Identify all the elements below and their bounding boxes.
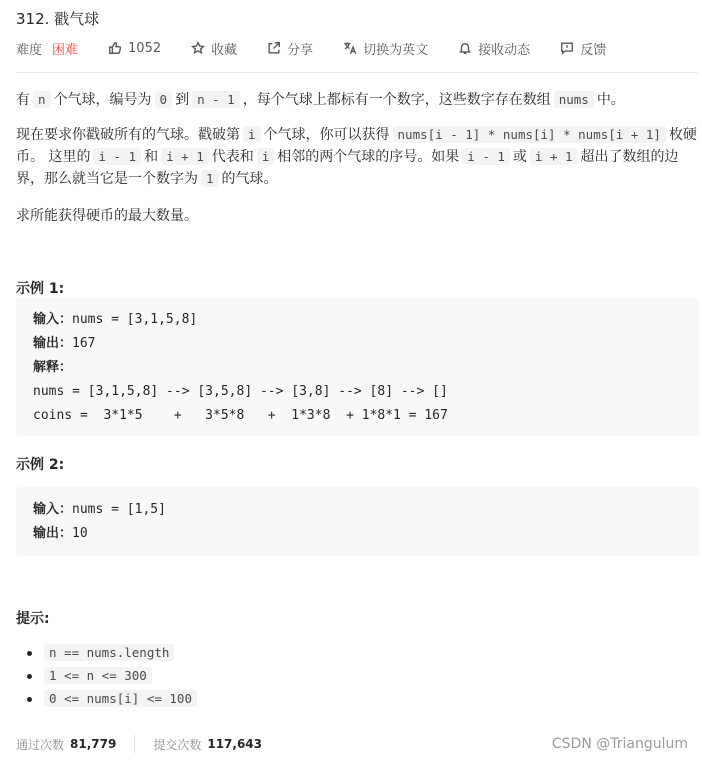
explain-line: coins = 3*1*5 + 3*5*8 + 1*3*8 + 1*8*1 = 167 (33, 408, 448, 423)
inline-code: n - 1 (192, 91, 240, 108)
bell-icon (458, 41, 472, 55)
text-segment: 到 (175, 92, 190, 108)
example-output: 167 (72, 336, 96, 351)
submitted-label: 提交次数 (153, 737, 202, 752)
passed-label: 通过次数 (16, 737, 65, 752)
explain-label: 解释： (33, 360, 73, 375)
text-segment: 代表和 (211, 149, 254, 165)
list-item (44, 688, 200, 711)
tips-heading: 提示: (16, 611, 50, 627)
list-item (44, 665, 200, 688)
share-label: 分享 (287, 42, 314, 58)
description-paragraph-3: 求所能获得硬币的最大数量。 (16, 208, 198, 224)
inline-code: 1 <= n <= 300 (44, 667, 152, 684)
input-label: 输入： (33, 312, 73, 327)
text-segment: 个气球，编号为 (53, 92, 152, 108)
inline-code: nums (554, 91, 594, 108)
difficulty-badge: 困难 (52, 42, 79, 58)
translate-icon (343, 41, 357, 55)
inline-code: nums[i - 1] * nums[i] * nums[i + 1] (393, 126, 666, 143)
difficulty-label: 难度 (16, 42, 43, 58)
thumbs-up-icon (108, 41, 122, 55)
description-paragraph-1 (16, 89, 700, 111)
list-item (44, 642, 200, 665)
text-segment: 枚硬币。 这里的 (16, 127, 697, 165)
problem-title: 312. 戳气球 (16, 10, 100, 28)
example-input: nums = [3,1,5,8] (72, 312, 198, 327)
header-divider (16, 72, 698, 73)
output-label: 输出： (33, 336, 73, 351)
text-segment: 中。 (596, 92, 625, 108)
example-1-heading: 示例 1: (16, 281, 65, 297)
switch-language-label: 切换为英文 (363, 42, 429, 58)
text-segment: 和 (144, 149, 159, 165)
feedback-icon (560, 41, 574, 55)
star-icon (191, 41, 205, 55)
inline-code: i (257, 148, 275, 165)
submission-stats (16, 735, 262, 753)
share-icon (267, 41, 281, 55)
inline-code: n == nums.length (44, 644, 174, 661)
example-output: 10 (72, 526, 88, 541)
passed-count: 81,779 (70, 737, 117, 751)
submitted-count: 117,643 (207, 737, 262, 751)
example-2-block (16, 487, 699, 556)
stats-divider (134, 735, 135, 753)
inline-code: 1 (201, 170, 219, 187)
inline-code: i + 1 (530, 148, 578, 165)
feedback-label: 反馈 (580, 42, 607, 58)
text-segment: 或 (512, 149, 527, 165)
notify-label: 接收动态 (478, 42, 531, 58)
description-paragraph-2 (16, 124, 700, 190)
input-label: 输入： (33, 502, 73, 517)
switch-language-button[interactable] (343, 39, 428, 58)
like-count: 1052 (128, 40, 162, 56)
inline-code: i - 1 (93, 148, 141, 165)
tips-list (44, 642, 200, 711)
text-segment: 有 (16, 92, 30, 108)
inline-code: i - 1 (462, 148, 510, 165)
watermark: CSDN @Triangulum (551, 736, 688, 752)
example-input: nums = [1,5] (72, 502, 166, 517)
example-2-heading: 示例 2: (16, 457, 65, 473)
inline-code: i (243, 126, 261, 143)
text-segment: 相邻的两个气球的序号。如果 (277, 149, 460, 165)
inline-code: i + 1 (161, 148, 209, 165)
text-segment: 现在要求你戳破所有的气球。戳破第 (16, 127, 240, 143)
favorite-label: 收藏 (211, 42, 238, 58)
inline-code: 0 <= nums[i] <= 100 (44, 690, 197, 707)
text-segment: 个气球，你可以获得 (263, 127, 390, 143)
problem-meta-bar (16, 38, 636, 58)
text-segment: 超出了数组的边界，那么就当它是一个数字为 (16, 149, 679, 187)
like-button[interactable] (108, 41, 161, 56)
notify-button[interactable] (458, 39, 530, 58)
inline-code: 0 (155, 91, 173, 108)
text-segment: ，每个气球上都标有一个数字，这些数字存在数组 (242, 92, 551, 108)
share-button[interactable] (267, 39, 313, 58)
favorite-button[interactable] (191, 39, 237, 58)
example-1-block (16, 298, 699, 436)
output-label: 输出： (33, 526, 73, 541)
feedback-button[interactable] (560, 39, 606, 58)
text-segment: 的气球。 (221, 171, 278, 187)
inline-code: n (33, 91, 51, 108)
explain-line: nums = [3,1,5,8] --> [3,5,8] --> [3,8] --> [8] --> [] (33, 384, 448, 399)
